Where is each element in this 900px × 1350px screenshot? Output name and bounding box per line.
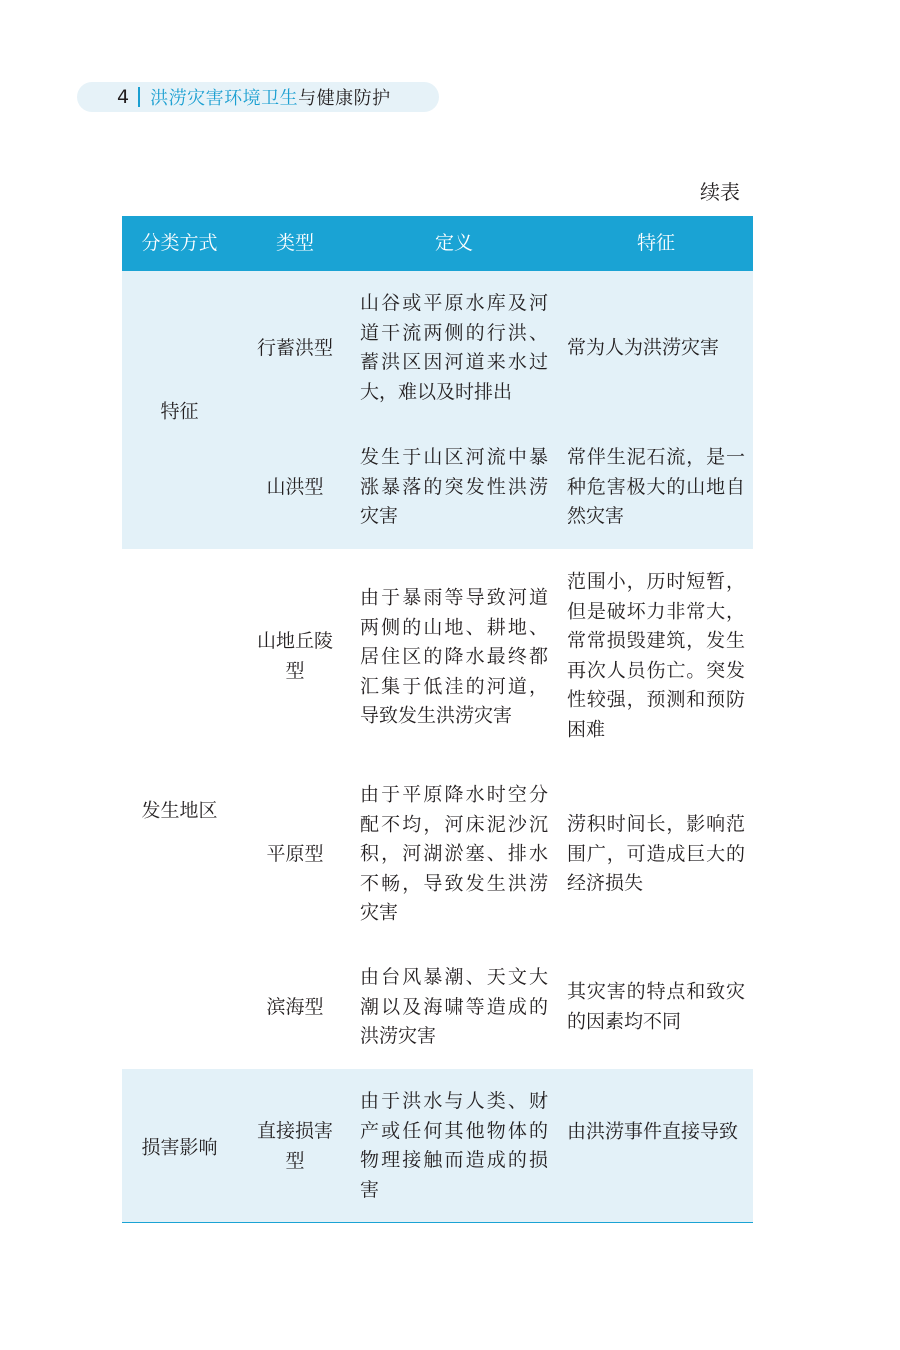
- header-divider: [138, 87, 140, 107]
- column-header-type: 类型: [275, 232, 314, 254]
- page-number: 4: [117, 86, 130, 108]
- category-cell: 损害影响: [141, 1136, 218, 1159]
- type-cell: 滨海型: [266, 996, 324, 1018]
- column-header-category: 分类方式: [141, 232, 218, 254]
- column-header-feature: 特征: [636, 232, 675, 254]
- definition-cell: 山谷或平原水库及河道干流两侧的行洪、蓄洪区因河道来水过大，难以及时排出: [360, 292, 548, 403]
- category-cell: 特征: [160, 400, 199, 423]
- definition-cell: 由于暴雨等导致河道两侧的山地、耕地、居住区的降水最终都汇集于低洼的河道，导致发生洪涝灾害: [360, 586, 548, 727]
- table-group-region: [122, 549, 753, 1069]
- definition-cell: 由于洪水与人类、财产或任何其他物体的物理接触而造成的损害: [360, 1090, 548, 1201]
- feature-cell: 其灾害的特点和致灾的因素均不同: [567, 980, 745, 1032]
- book-title-blue: 洪涝灾害环境卫生: [150, 88, 299, 109]
- type-cell: 山洪型: [266, 476, 324, 498]
- definition-cell: 发生于山区河流中暴涨暴落的突发性洪涝灾害: [360, 445, 548, 527]
- type-cell: 行蓄洪型: [256, 337, 333, 359]
- category-cell: 发生地区: [141, 799, 218, 822]
- continued-label: 续表: [700, 180, 740, 204]
- book-title: [150, 84, 391, 110]
- feature-cell: 常伴生泥石流，是一种危害极大的山地自然灾害: [567, 445, 745, 527]
- table-header: [122, 216, 753, 271]
- type-cell: 直接损害型: [256, 1120, 333, 1172]
- feature-cell: 涝积时间长，影响范围广，可造成巨大的经济损失: [567, 812, 745, 894]
- flood-classification-table: [122, 216, 753, 1223]
- type-cell: 平原型: [266, 843, 324, 865]
- table-bottom-rule: [122, 1222, 753, 1223]
- feature-cell: 由洪涝事件直接导致: [567, 1120, 739, 1143]
- definition-cell: 由台风暴潮、天文大潮以及海啸等造成的洪涝灾害: [360, 965, 548, 1047]
- book-title-dark: 与健康防护: [298, 88, 391, 109]
- definition-cell: 由于平原降水时空分配不均，河床泥沙沉积，河湖淤塞、排水不畅，导致发生洪涝灾害: [360, 783, 548, 924]
- feature-cell: 范围小，历时短暂，但是破坏力非常大，常常损毁建筑，发生再次人员伤亡。突发性较强，预测和预防困难: [567, 570, 745, 740]
- running-header: [77, 82, 439, 112]
- table-group-impact: [122, 1069, 753, 1222]
- type-cell: 山地丘陵型: [256, 630, 333, 682]
- feature-cell: 常为人为洪涝灾害: [567, 336, 720, 359]
- table-group-feature: [122, 271, 753, 549]
- column-header-definition: 定义: [434, 232, 473, 254]
